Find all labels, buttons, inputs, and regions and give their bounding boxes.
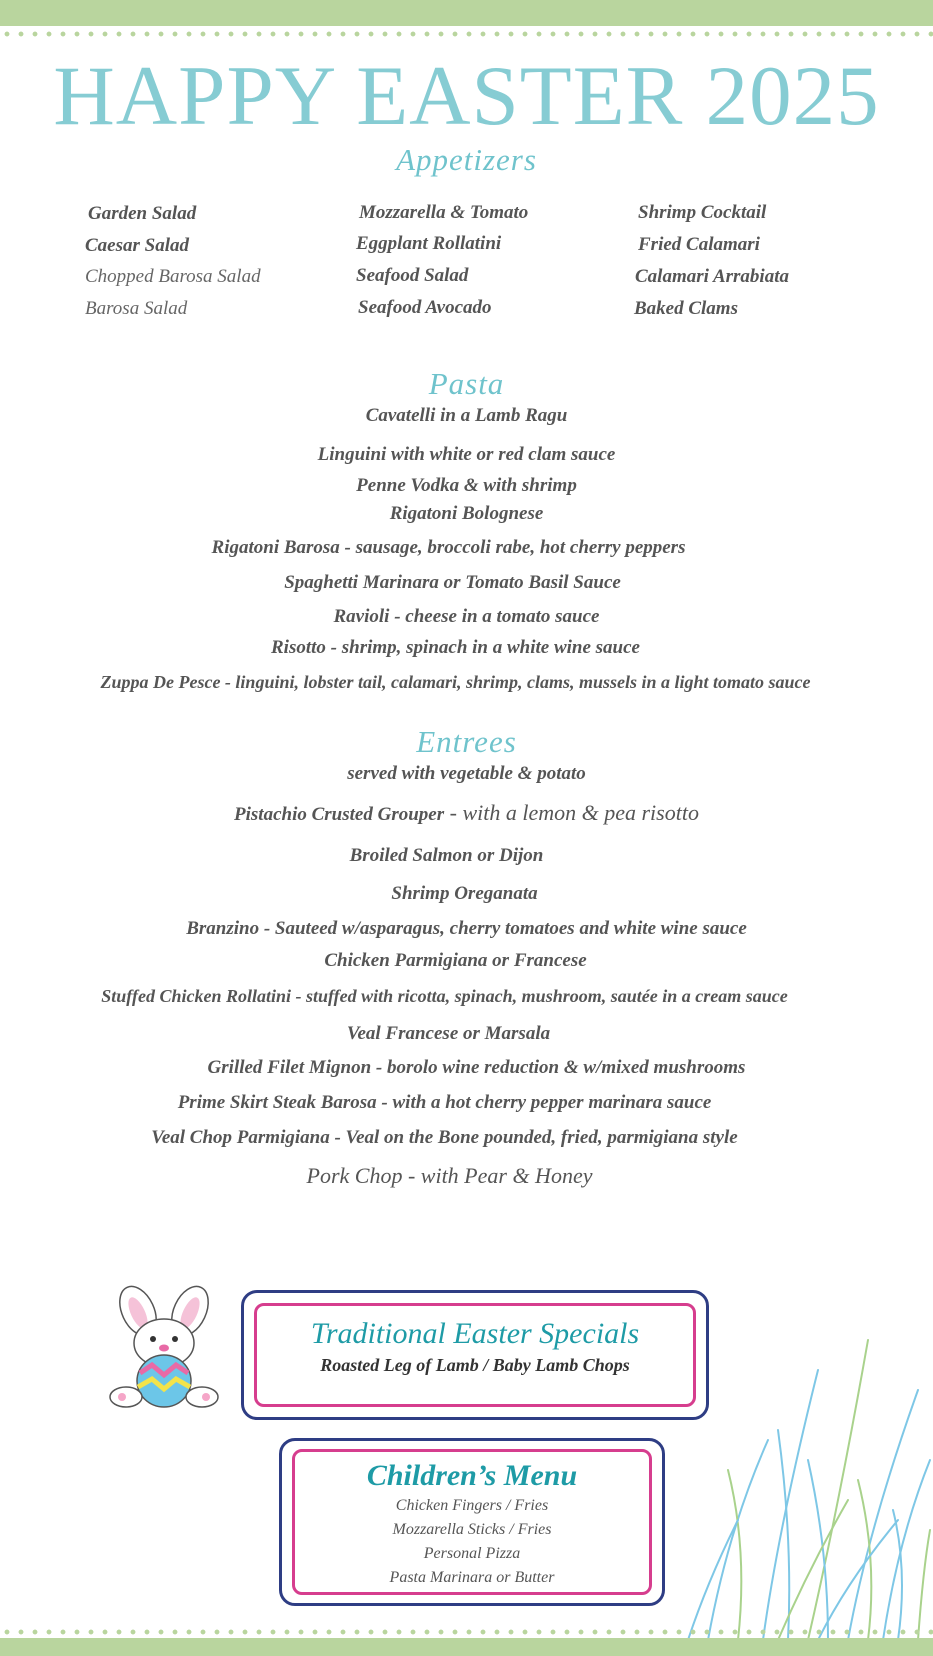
entree-description: - with a lemon & pea risotto: [444, 800, 699, 825]
appetizer-item: Fried Calamari: [638, 234, 760, 255]
entree-item: Chicken Parmigiana or Francese: [324, 950, 587, 971]
entree-item: Veal Francese or Marsala: [346, 1023, 551, 1044]
childrens-menu-item: Chicken Fingers / Fries: [395, 1497, 549, 1514]
entrees-note: served with vegetable & potato: [347, 763, 586, 784]
entree-item: Broiled Salmon or Dijon: [349, 845, 544, 866]
childrens-menu-item: Mozzarella Sticks / Fries: [392, 1521, 552, 1538]
pasta-item: Rigatoni Bolognese: [389, 503, 544, 524]
menu-title: HAPPY EASTER 2025: [53, 49, 880, 143]
entree-item: Grilled Filet Mignon - borolo wine reduction & w/mixed mushrooms: [207, 1057, 746, 1078]
appetizer-item: Baked Clams: [634, 298, 738, 319]
specials-box: [241, 1290, 709, 1420]
pasta-item: Penne Vodka & with shrimp: [356, 475, 577, 496]
childrens-menu-item: Pasta Marinara or Butter: [389, 1569, 555, 1586]
bottom-dotted-border: [0, 1628, 933, 1636]
top-dotted-border: [0, 30, 933, 38]
entrees-heading: Entrees: [416, 724, 517, 759]
pasta-item: Linguini with white or red clam sauce: [317, 444, 616, 465]
appetizer-item: Eggplant Rollatini: [356, 233, 502, 254]
entree-item-grouper: [0, 800, 933, 826]
pasta-item: Risotto - shrimp, spinach in a white wine sauce: [271, 637, 640, 658]
pasta-heading: Pasta: [428, 366, 505, 401]
appetizer-item: Mozzarella & Tomato: [359, 202, 529, 223]
entree-item-pork-chop: Pork Chop - with Pear & Honey: [306, 1163, 593, 1188]
appetizer-item: Shrimp Cocktail: [638, 202, 767, 223]
appetizer-item: Calamari Arrabiata: [635, 266, 789, 287]
specials-items: Roasted Leg of Lamb / Baby Lamb Chops: [320, 1355, 630, 1375]
pasta-item: Spaghetti Marinara or Tomato Basil Sauce: [284, 572, 621, 593]
appetizer-item: Seafood Avocado: [358, 297, 492, 318]
entree-item: Shrimp Oreganata: [391, 883, 538, 904]
entree-item: Stuffed Chicken Rollatini - stuffed with ricotta, spinach, mushroom, sautée in a cream sauce: [101, 986, 788, 1006]
entree-item: Branzino - Sauteed w/asparagus, cherry tomatoes and white wine sauce: [186, 918, 747, 939]
pasta-item: Ravioli - cheese in a tomato sauce: [333, 606, 600, 627]
appetizer-item: Caesar Salad: [85, 235, 189, 256]
grass-decoration-icon: [668, 1310, 933, 1640]
childrens-menu-item: Personal Pizza: [423, 1545, 521, 1562]
appetizer-item: Barosa Salad: [85, 298, 188, 319]
childrens-menu-box: [279, 1438, 665, 1606]
childrens-menu-title: Children’s Menu: [366, 1459, 578, 1492]
entree-item: Veal Chop Parmigiana - Veal on the Bone pounded, fried, parmigiana style: [151, 1127, 738, 1148]
pasta-item: Cavatelli in a Lamb Ragu: [365, 405, 568, 426]
appetizers-heading: Appetizers: [396, 142, 537, 177]
entree-item: Prime Skirt Steak Barosa - with a hot cherry pepper marinara sauce: [177, 1092, 712, 1113]
specials-title: Traditional Easter Specials: [310, 1317, 640, 1350]
appetizer-item: Seafood Salad: [356, 265, 469, 286]
bottom-green-band: [0, 1638, 933, 1656]
appetizer-item: Garden Salad: [88, 203, 197, 224]
appetizer-item: Chopped Barosa Salad: [85, 266, 261, 287]
pasta-item: Rigatoni Barosa - sausage, broccoli rabe, hot cherry peppers: [211, 537, 686, 558]
entree-name: Pistachio Crusted Grouper: [234, 804, 445, 825]
top-green-band: [0, 0, 933, 26]
easter-bunny-icon: [104, 1281, 224, 1411]
pasta-item: Zuppa De Pesce - linguini, lobster tail, calamari, shrimp, clams, mussels in a light tomato sauce: [100, 672, 811, 692]
